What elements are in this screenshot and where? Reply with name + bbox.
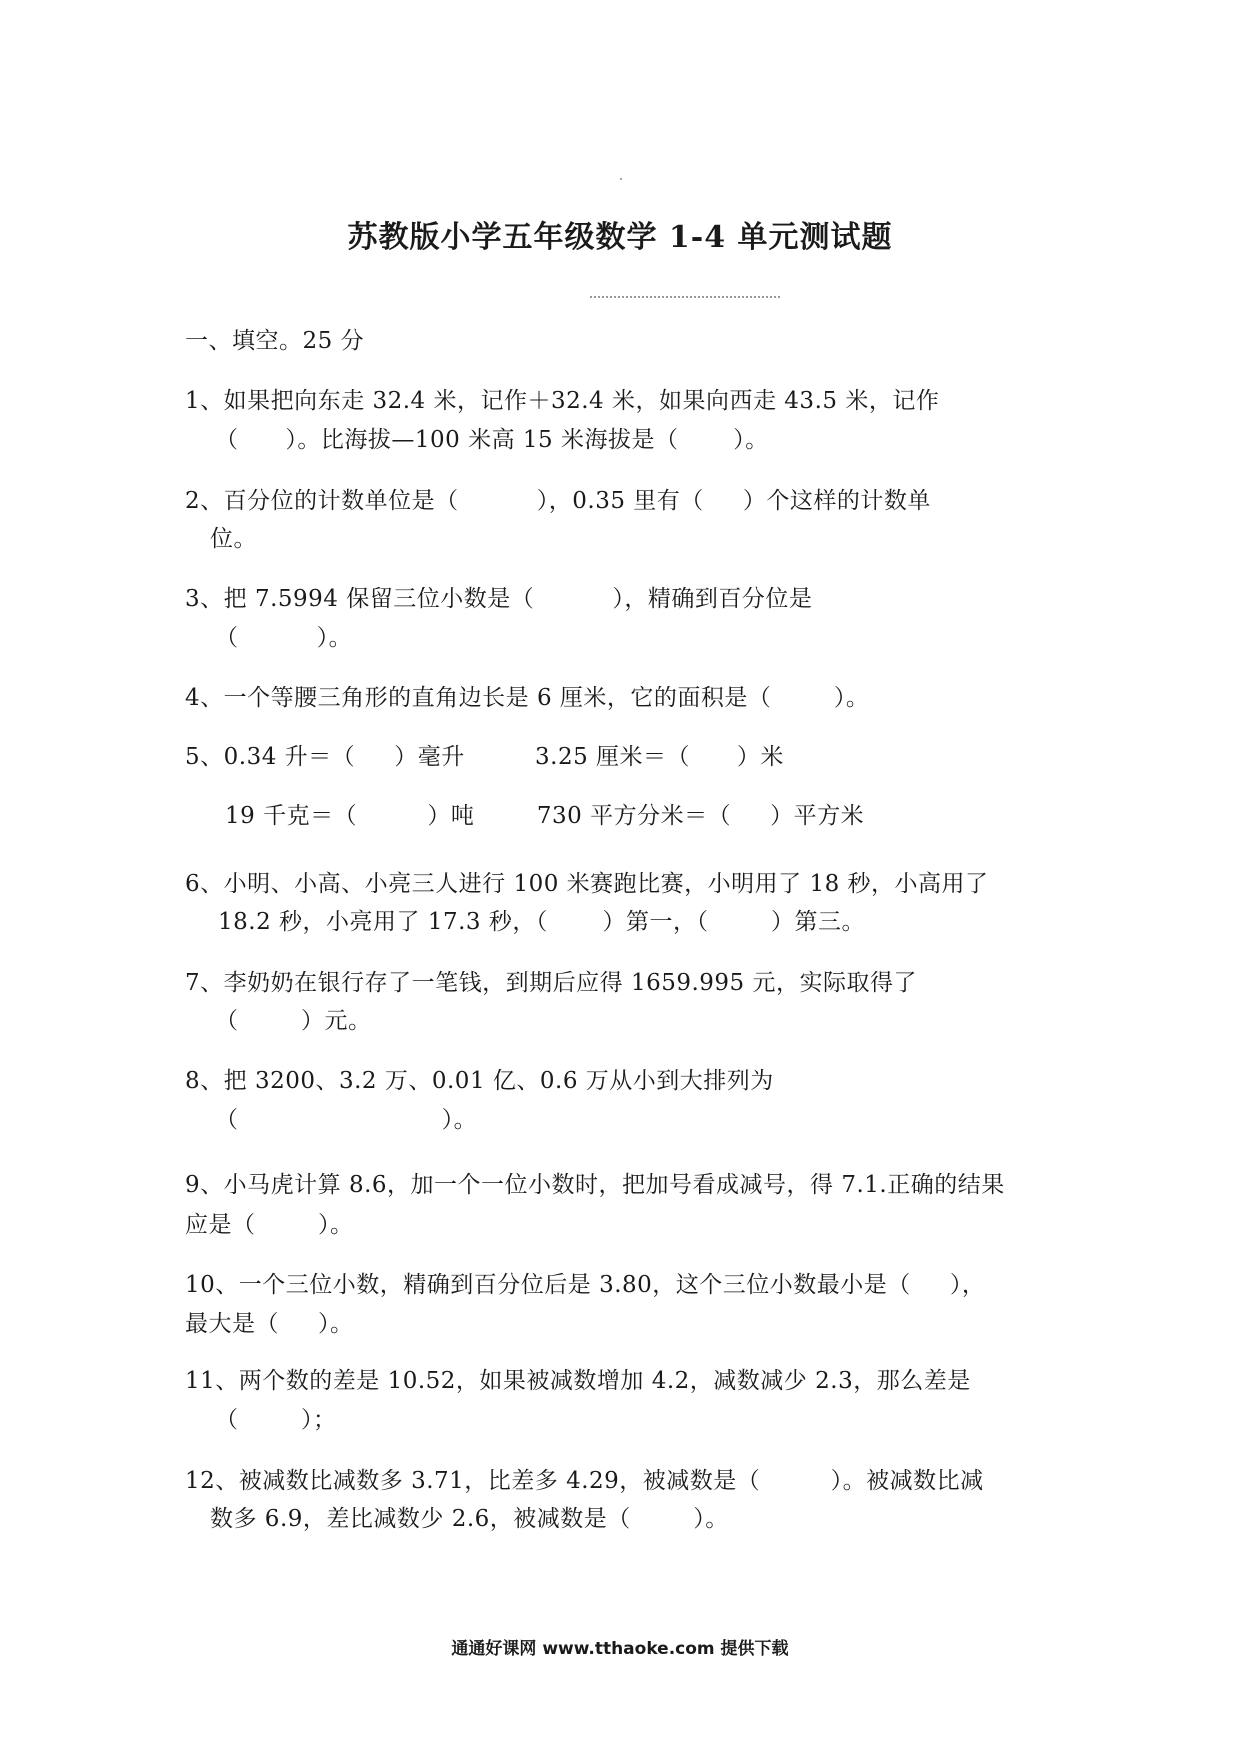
question-6-line-1: 6、小明、小高、小亮三人进行 100 米赛跑比赛，小明用了 18 秒，小高用了	[185, 871, 989, 897]
question-10-line-1: 10、一个三位小数，精确到百分位后是 3.80，这个三位小数最小是（ ），	[185, 1272, 986, 1298]
question-7-line-1: 7、李奶奶在银行存了一笔钱，到期后应得 1659.995 元，实际取得了	[185, 970, 917, 996]
footer-text: 通通好课网 www.tthaoke.com 提供下载	[451, 1639, 789, 1659]
decorative-dotted-line	[590, 292, 780, 298]
question-11-line-2: （ ）；	[215, 1407, 337, 1433]
question-9-line-1: 9、小马虎计算 8.6，加一个一位小数时，把加号看成减号，得 7.1.正确的结果	[185, 1172, 1005, 1198]
question-8-line-1: 8、把 3200、3.2 万、0.01 亿、0.6 万从小到大排列为	[185, 1068, 774, 1094]
question-10-line-2: 最大是（ ）。	[185, 1311, 354, 1337]
question-5-line-2: 19 千克＝（ ）吨 730 平方分米＝（ ）平方米	[225, 803, 865, 829]
question-3-line-2: （ ）。	[215, 625, 353, 651]
section-heading: 一、填空。25 分	[185, 328, 365, 354]
question-5-line-1: 5、0.34 升＝（ ）毫升 3.25 厘米＝（ ）米	[185, 744, 784, 770]
question-1-line-2: （ ）。比海拔—100 米高 15 米海拔是（ ）。	[215, 427, 769, 453]
question-8-line-2: （ ）。	[215, 1107, 478, 1133]
decorative-dot	[620, 178, 622, 180]
question-3-line-1: 3、把 7.5994 保留三位小数是（ ），精确到百分位是	[185, 586, 813, 612]
question-6-line-2: 18.2 秒，小亮用了 17.3 秒，（ ）第一，（ ）第三。	[218, 909, 866, 935]
page-title: 苏教版小学五年级数学 1-4 单元测试题	[347, 220, 893, 255]
question-11-line-1: 11、两个数的差是 10.52，如果被减数增加 4.2，减数减少 2.3，那么差是	[185, 1368, 971, 1394]
question-12-line-2: 数多 6.9，差比减数少 2.6，被减数是（ ）。	[210, 1506, 729, 1532]
question-7-line-2: （ ）元。	[215, 1008, 372, 1034]
question-1-line-1: 1、如果把向东走 32.4 米，记作＋32.4 米，如果向西走 43.5 米，记作	[185, 388, 940, 414]
question-12-line-1: 12、被减数比减数多 3.71，比差多 4.29，被减数是（ ）。被减数比减	[185, 1468, 984, 1494]
question-2-line-1: 2、百分位的计数单位是（ ），0.35 里有（ ）个这样的计数单	[185, 488, 931, 514]
question-2-line-2: 位。	[210, 526, 257, 552]
question-9-line-2: 应是（ ）。	[185, 1212, 354, 1238]
question-4-line-1: 4、一个等腰三角形的直角边长是 6 厘米，它的面积是（ ）。	[185, 685, 870, 711]
